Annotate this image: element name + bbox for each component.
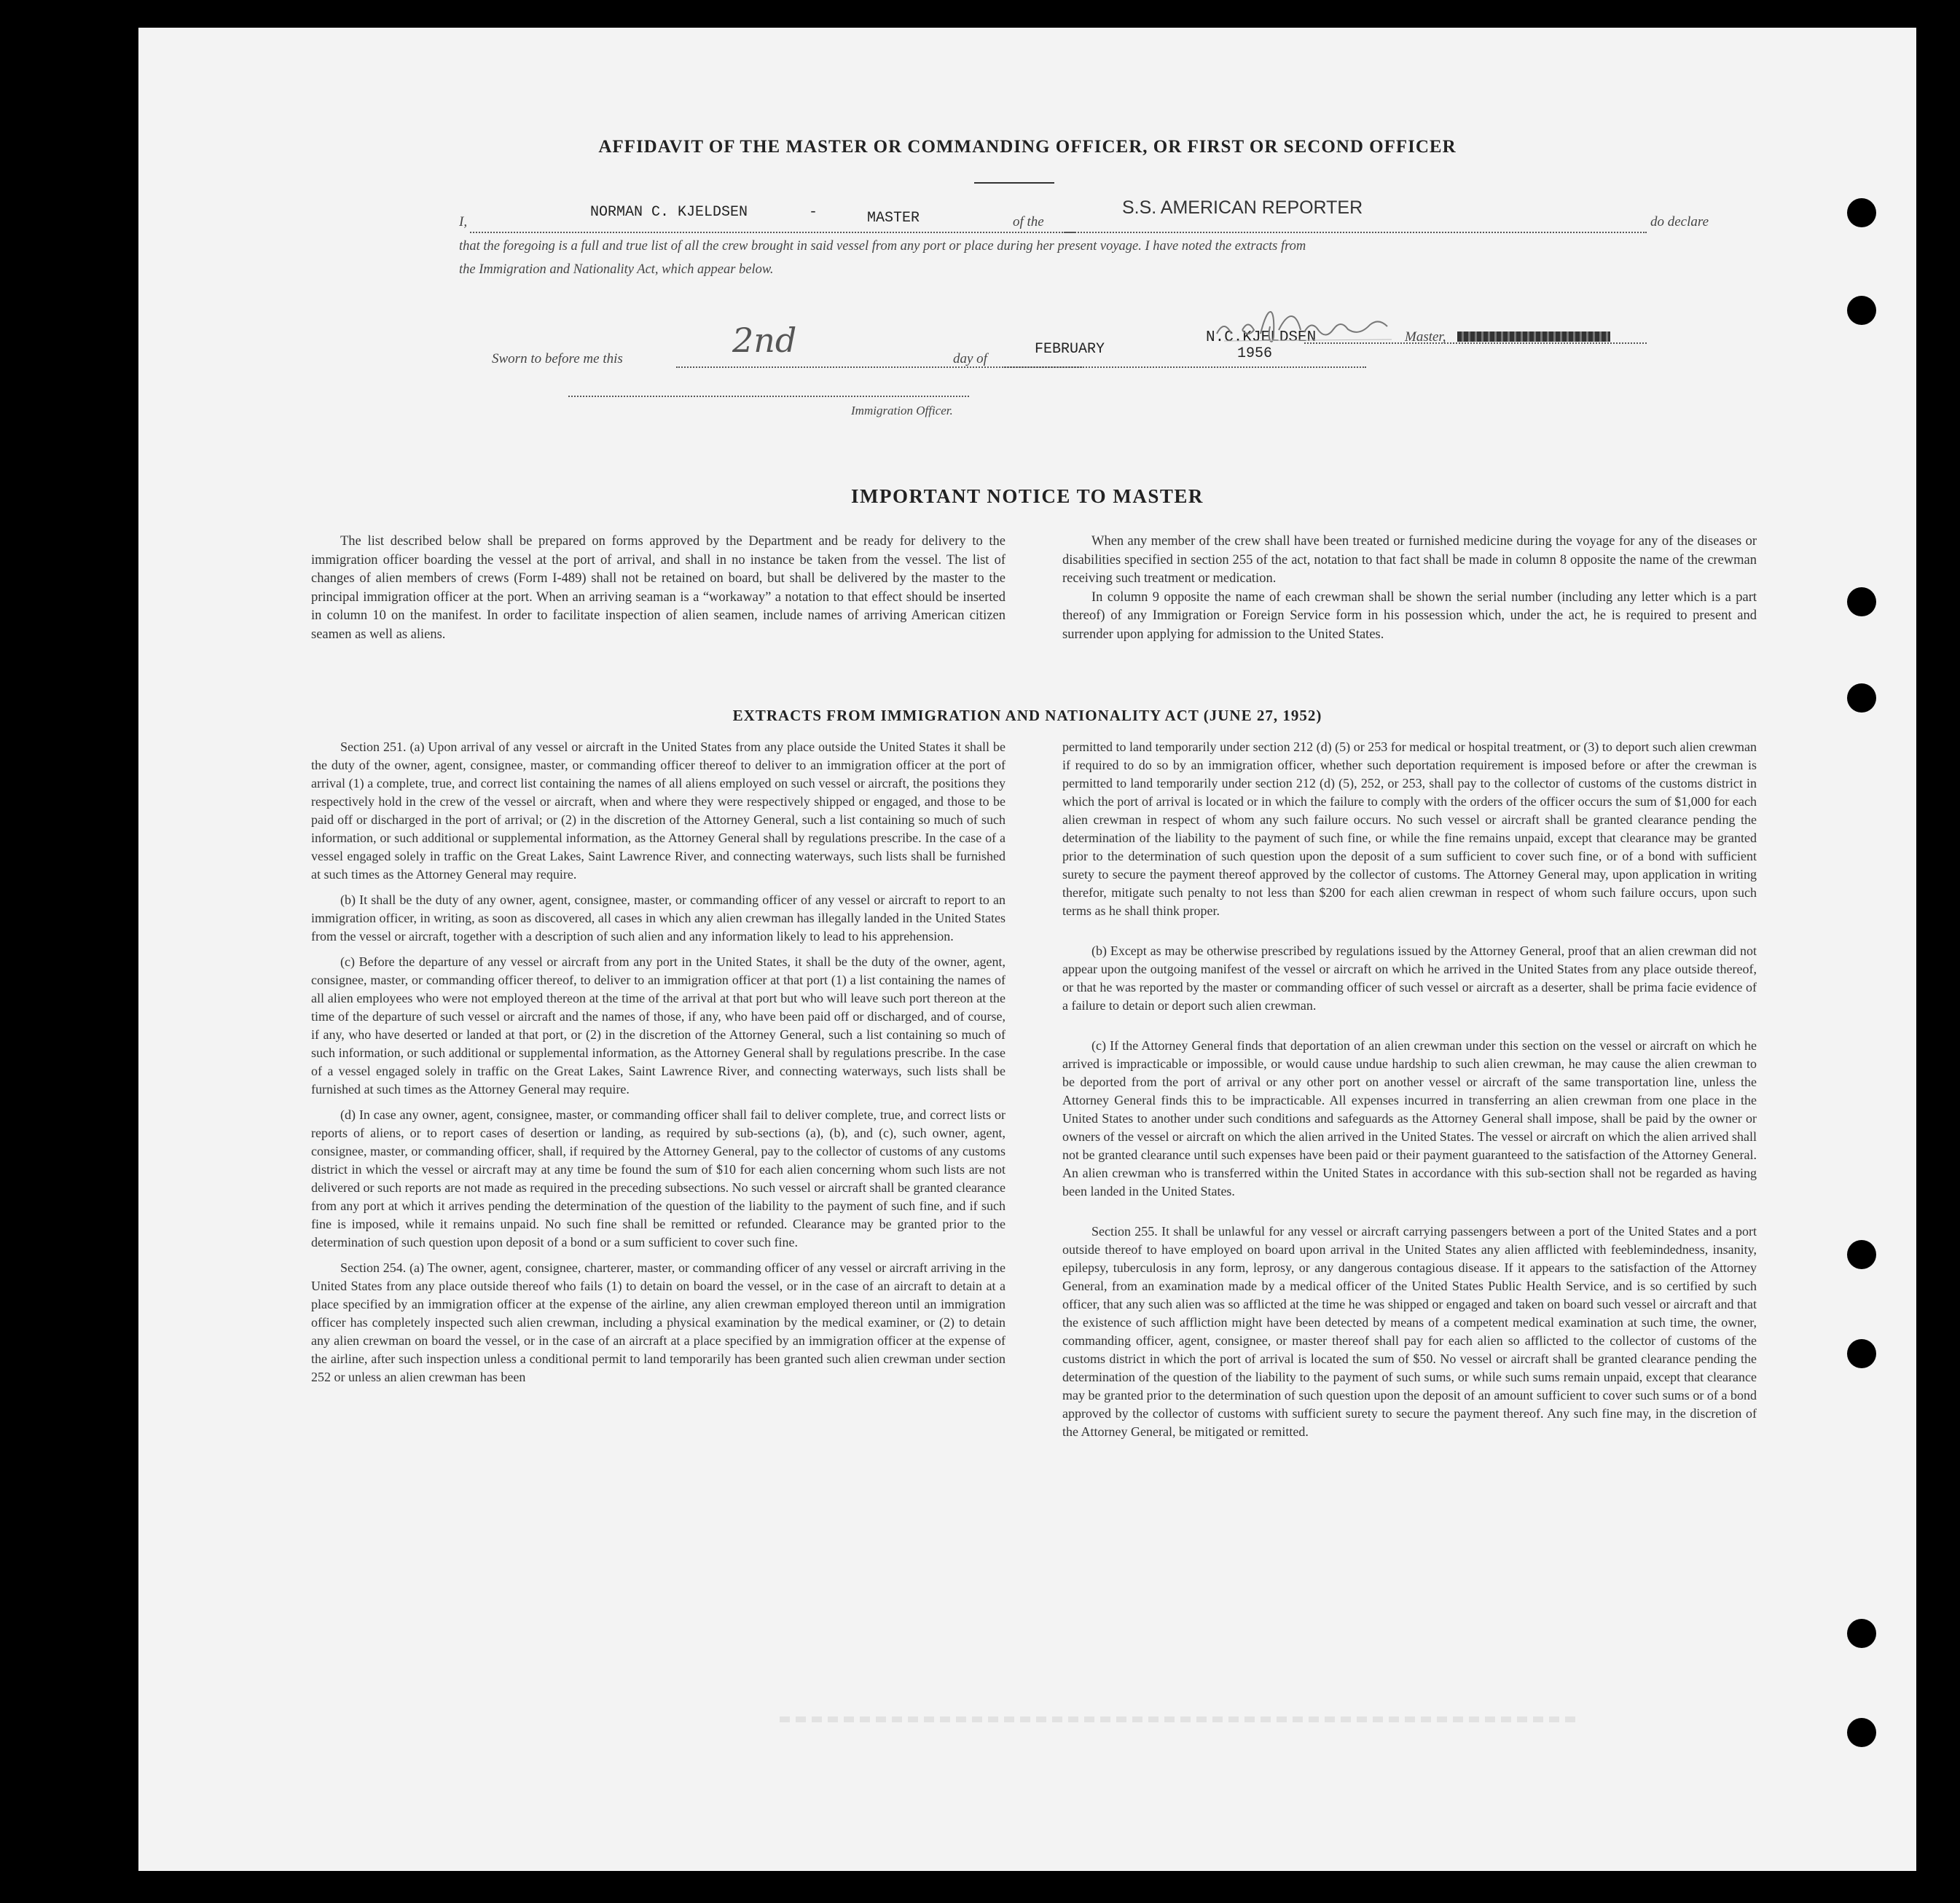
handwritten-signature bbox=[1210, 290, 1428, 356]
affidavit-title: AFFIDAVIT OF THE MASTER OR COMMANDING OFFICER, OR FIRST OR SECOND OFFICER bbox=[598, 137, 1457, 157]
of-the-label: of the bbox=[1013, 214, 1044, 229]
name-line bbox=[470, 232, 1075, 233]
punch-hole bbox=[1847, 587, 1876, 616]
punch-hole bbox=[1847, 1240, 1876, 1269]
officer-line bbox=[568, 396, 969, 397]
year: 1956 bbox=[1237, 345, 1273, 362]
section-251c: (c) Before the departure of any vessel or aircraft from any port in the United States, it shall be the duty of the owner, agent, consignee, master, or commanding officer thereof, to deliver to an immigration officer at that port (1) a list containing the names of all alien employees who were not employed thereon at the time of the arrival at that port but who will leave such port thereon at the time of the departure of such vessel or aircraft and the names of those, if any, who have been paid off or discharged, and of course, if any, who have deserted or landed at that port, or (2) in the discretion of the Attorney General, such a list containing so much of such information, or such additional or supplemental information, as the Attorney General shall by regulations prescribe. In the case of a vessel engaged solely in traffic on the Great Lakes, Saint Lawrence River, and connecting waterways, such lists shall be furnished at such times as the Attorney General may require. bbox=[311, 954, 1006, 1096]
punch-hole bbox=[1847, 296, 1876, 325]
document-page bbox=[138, 28, 1916, 1871]
notice-title: IMPORTANT NOTICE TO MASTER bbox=[851, 485, 1204, 507]
faint-bottom-marks bbox=[780, 1716, 1581, 1722]
notice-left-paragraph: The list described below shall be prepared on forms approved by the Department and be ready for delivery to the immigration officer boarding the vessel at the port of arrival, and shall in no instance be taken from the vessel. The list of changes of alien members of crews (Form I-489) shall not be retained on board, but shall be delivered by the master to the principal immigration officer at the port. When an arriving seaman is a “workaway” a notation to that effect should be inserted in column 10 on the manifest. In order to facilitate inspection of alien seamen, include names of arriving American citizen seamen as well as aliens. bbox=[311, 534, 1006, 642]
day-handwritten: 2nd bbox=[732, 321, 797, 360]
master-name: NORMAN C. KJELDSEN bbox=[590, 204, 748, 221]
signature-typed: N.C.KJELDSEN bbox=[1206, 329, 1317, 346]
rank: MASTER bbox=[867, 210, 920, 227]
vessel-name: S.S. AMERICAN REPORTER bbox=[1122, 197, 1363, 218]
punch-hole bbox=[1847, 1718, 1876, 1747]
struck-out-text bbox=[1457, 331, 1610, 342]
immigration-officer-label: Immigration Officer. bbox=[851, 404, 953, 417]
section-254b: (b) Except as may be otherwise prescribed by regulations issued by the Attorney General, proof that an alien crewman did not appear upon the outgoing manifest of the vessel or aircraft on which he arrived in the United States from any place outside thereof, or that he was reported by the master or commanding officer of such vessel or aircraft as a deserter, shall be prima facie evidence of a failure to detain or deport such alien crewman. bbox=[1062, 943, 1757, 1013]
i-label: I, bbox=[459, 214, 468, 229]
extracts-title: EXTRACTS FROM IMMIGRATION AND NATIONALITY ACT (JUNE 27, 1952) bbox=[732, 707, 1322, 724]
notice-left-column bbox=[311, 533, 1006, 651]
section-254a-cont: permitted to land temporarily under section 212 (d) (5) or 253 for medical or hospital treatment, or (3) to deport such alien crewman if required to do so by an immigration officer, whether such deportation requirement is imposed before or after the crewman is permitted to land temporarily under section 212 (d) (5), 252, or 253, shall pay to the collector of customs of the customs district in which the port of arrival is located or in which the failure to comply with the orders of the officer occurs the sum of $1,000 for each alien crewman in respect of whom any such failure occurs. No such vessel or aircraft shall be granted clearance pending the determination of the liability to the payment of such fine, or while the fine remains unpaid, except that clearance may be granted prior to the determination of such question upon the deposit of a sum sufficient to cover such fine, or of a bond with sufficient surety to secure the payment thereof approved by the collector of customs. The Attorney General may, upon application in writing therefor, mitigate such penalty to not less than $200 for each alien crewman in respect of whom such failure occurs, upon such terms as he shall think proper. bbox=[1062, 739, 1757, 918]
dash: - bbox=[809, 204, 818, 221]
sworn-label: Sworn to before me this bbox=[492, 351, 623, 366]
vessel-line bbox=[1064, 232, 1647, 233]
section-251d: (d) In case any owner, agent, consignee, master, or commanding officer shall fail to deliver complete, true, and correct lists or reports of aliens, or to report cases of desertion or landing, as required by sub-sections (a), (b), and (c), such owner, agent, consignee, master, or commanding officer, shall, if required by the Attorney General, pay to the collector of customs of any customs district in which the vessel or aircraft may at any time be found the sum of $10 for each alien concerning whom such lists are not delivered or such reports are not made as required in the preceding subsections. No such vessel or aircraft shall be granted clearance from any port at which it arrives pending the determination of the question of the liability to the payment of such fine, and if such fine is imposed, while it remains unpaid. No such fine shall be remitted or refunded. Clearance may be granted prior to the determination of such question upon deposit of a bond or a sum sufficient to cover such fine. bbox=[311, 1107, 1006, 1249]
punch-hole bbox=[1847, 1339, 1876, 1368]
section-255: Section 255. It shall be unlawful for any vessel or aircraft carrying passengers between a port of the United States and a port outside thereof to have employed on board upon arrival in the United States any alien afflicted with feeblemindedness, insanity, epilepsy, tuberculosis in any form, leprosy, or any dangerous contagious disease. If it appears to the satisfaction of the Attorney General, from an examination made by a medical officer of the United States Public Health Service, and is so certified by such officer, that any such alien was so afflicted at the time he was shipped or engaged and taken on board such vessel or aircraft and that the existence of such affliction might have been detected by means of a competent medical examination at such time, the owner, commanding officer, agent, consignee, or master thereof shall pay for each alien so afflicted to the collector of customs of the customs district in which the port of arrival is located the sum of $50. No vessel or aircraft shall be granted clearance pending the determination of the question of the liability to the payment of such sums, or while such sums remain unpaid, except that clearance may be granted prior to the determination of such question upon the deposit of an amount sufficient to cover such sums or of a bond approved by the collector of customs with sufficient surety to secure the payment thereof. Any such fine may, in the discretion of the Attorney General, be mitigated or remitted. bbox=[1062, 1224, 1757, 1439]
month-line bbox=[1002, 366, 1366, 368]
section-254a: Section 254. (a) The owner, agent, consignee, charterer, master, or commanding officer of any vessel or aircraft arriving in the United States from any place outside thereof who fails (1) to detain on board the vessel, or in the case of an aircraft to detain at a place specified by an immigration officer at the expense of the airline, any alien crewman employed thereon until an immigration officer has completely inspected such alien crewman, including a physical examination by the medical examiner, or (2) to detain any alien crewman on board the vessel, or in the case of an aircraft at a place specified by an immigration officer at the expense of the airline, after such inspection unless a conditional permit to land temporarily has been granted such alien crewman under section 252 or unless an alien crewman has been bbox=[311, 1260, 1006, 1384]
master-line bbox=[1304, 342, 1647, 344]
notice-right-paragraph-1: When any member of the crew shall have been treated or furnished medicine during the voyage for any of the diseases or disabilities specified in section 255 of the act, notation to that fact shall be made in column 8 opposite the name of the crewman receiving such treatment or medication. bbox=[1062, 534, 1757, 586]
month: FEBRUARY bbox=[1035, 341, 1105, 358]
statement-line-1: that the foregoing is a full and true list of all the crew brought in said vessel from any port or place during her present voyage. I have noted the extracts from bbox=[459, 239, 1306, 254]
section-251b: (b) It shall be the duty of any owner, agent, consignee, master, or commanding officer of any vessel or aircraft to report to an immigration officer, in writing, as soon as discovered, all cases in which any alien crewman has illegally landed in the United States from the vessel or aircraft, together with a description of such alien and any information likely to lead to his apprehension. bbox=[311, 892, 1006, 943]
statement-line-2: the Immigration and Nationality Act, which appear below. bbox=[459, 262, 774, 277]
section-254c: (c) If the Attorney General finds that deportation of an alien crewman under this section on the vessel or aircraft on which he arrived is impracticable or impossible, or would cause undue hardship to such alien crewman, he may cause the alien crewman to be deported from the port of arrival or any other port on another vessel or aircraft of the same transportation line, unless the Attorney General finds this to be impracticable. All expenses incurred in transferring an alien crewman from one place in the United States to another under such conditions and safeguards as the Attorney General shall impose, shall be paid by the owner or owners of the vessel or aircraft on which the alien arrived in the United States. The vessel or aircraft on which the alien arrived shall not be granted clearance until such expenses have been paid or their payment guaranteed to the satisfaction of the Attorney General. An alien crewman who is transferred within the United States in accordance with this sub-section shall not be regarded as having been landed in the United States. bbox=[1062, 1038, 1757, 1198]
punch-hole bbox=[1847, 1619, 1876, 1648]
day-of-label: day of bbox=[953, 351, 987, 366]
title-underline bbox=[974, 182, 1054, 184]
extracts-right-column bbox=[1062, 738, 1757, 1448]
do-declare-label: do declare bbox=[1650, 214, 1709, 229]
punch-hole bbox=[1847, 198, 1876, 227]
notice-right-column bbox=[1062, 533, 1757, 651]
extracts-left-column bbox=[311, 738, 1006, 1394]
notice-right-paragraph-2: In column 9 opposite the name of each crewman shall be shown the serial number (including any letter which is a part thereof) of any Immigration or Foreign Service form in his possession which, under the act, he is required to present and surrender upon applying for admission to the United States. bbox=[1062, 589, 1757, 642]
punch-hole bbox=[1847, 683, 1876, 713]
section-251a: Section 251. (a) Upon arrival of any vessel or aircraft in the United States from any place outside the United States it shall be the duty of the owner, agent, consignee, master, or commanding officer thereof to deliver to an immigration officer at the port of arrival (1) a complete, true, and correct list containing the names of all aliens employed on such vessel or aircraft, the positions they respectively hold in the crew of the vessel or aircraft, when and where they were respectively shipped or engaged, and those to be paid off or discharged in the port of arrival; or (2) in the discretion of the Attorney General, such a list containing so much of such information, or such additional or supplemental information, as the Attorney General shall by regulations prescribe. In the case of a vessel engaged solely in traffic on the Great Lakes, Saint Lawrence River, and connecting waterways, such lists shall be furnished at such times as the Attorney General may require. bbox=[311, 739, 1006, 882]
master-label: Master, bbox=[1405, 329, 1446, 345]
